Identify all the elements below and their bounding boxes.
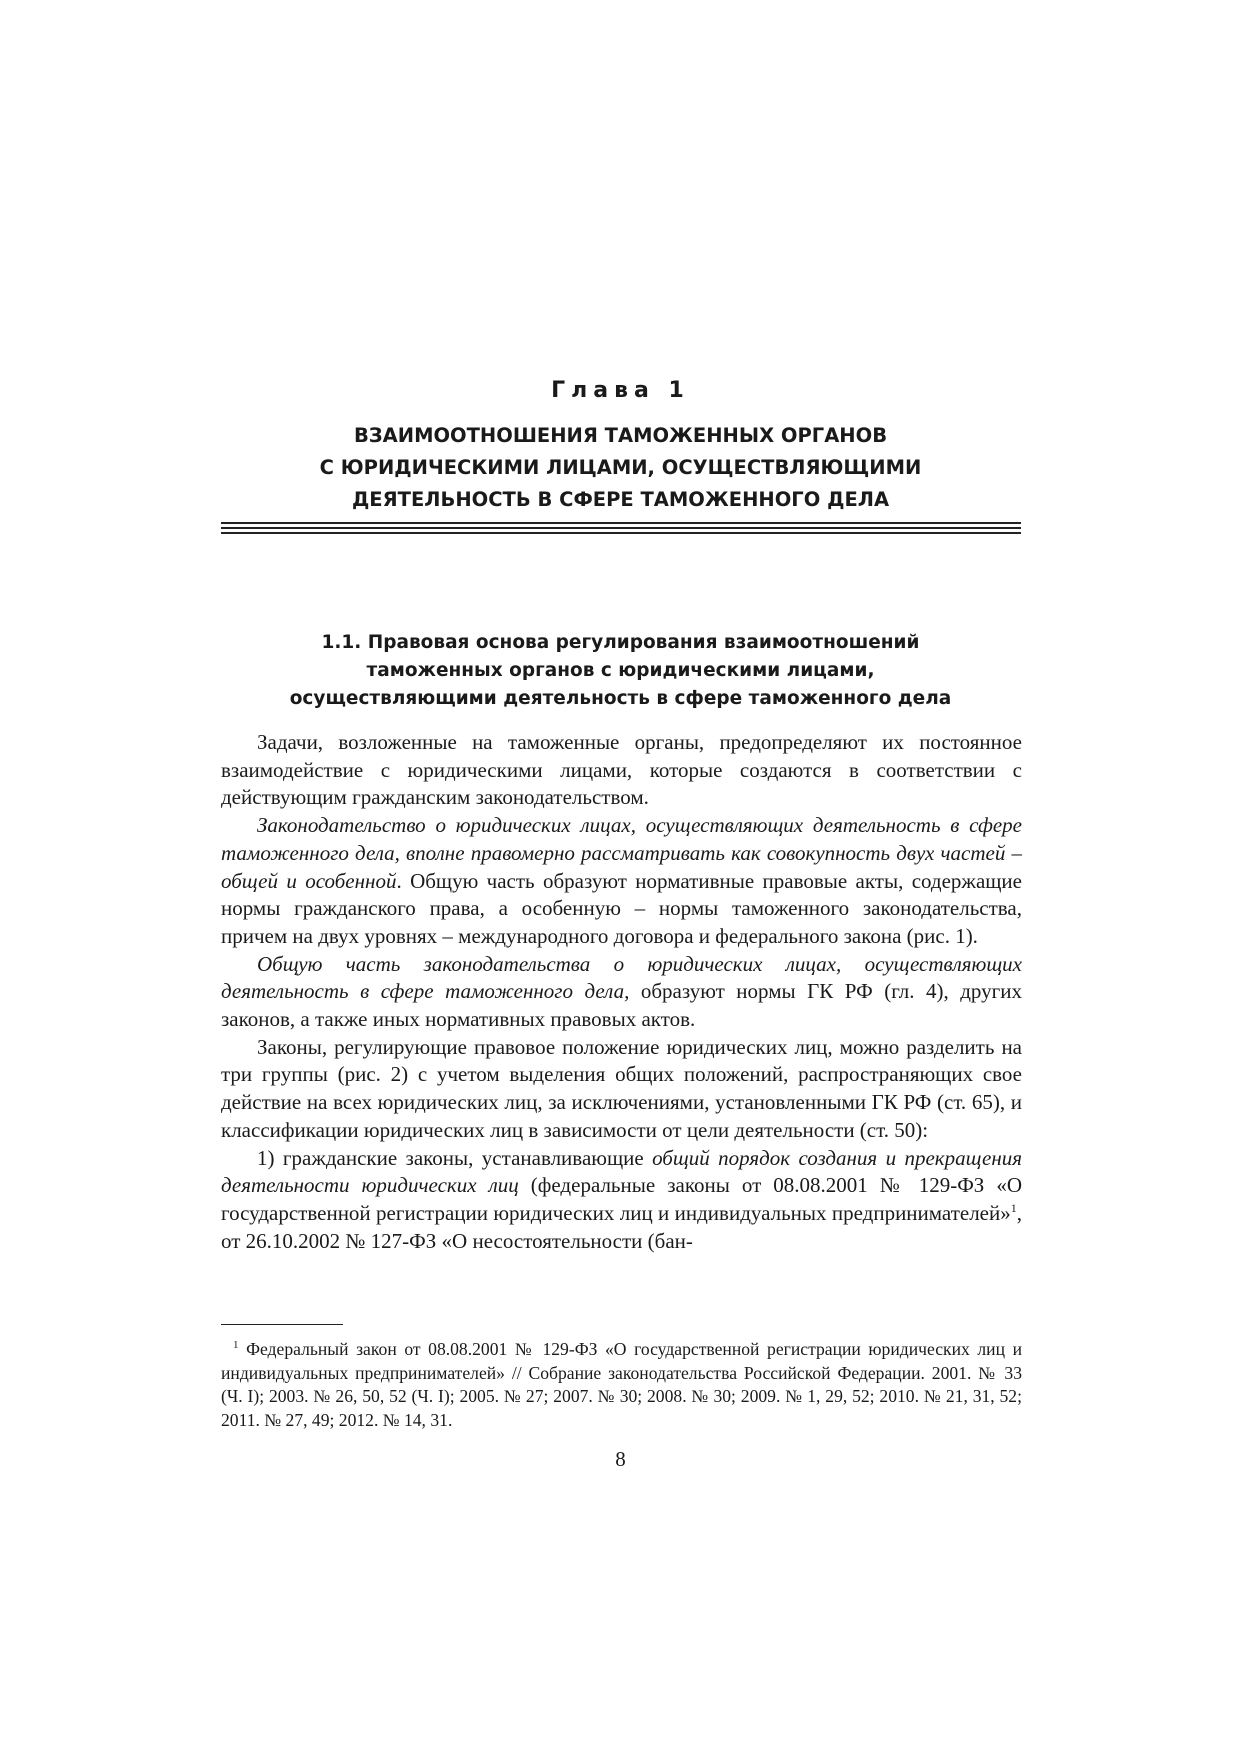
chapter-divider-rule: [221, 527, 1021, 529]
chapter-title: [220, 420, 1021, 516]
italic-term: общий порядок создания и прекращения деятельности юридических лиц: [221, 1145, 1022, 1198]
section-title-line: таможенных органов с юридическими лицами,: [366, 660, 875, 681]
section-title: [240, 629, 1001, 713]
page-number: 8: [615, 1447, 626, 1471]
chapter-title-line: ВЗАИМООТНОШЕНИЯ ТАМОЖЕННЫХ ОРГАНОВ: [353, 424, 888, 447]
section-title-line: осуществляющими деятельность в сфере таможенного дела: [289, 688, 952, 709]
chapter-divider-rule: [221, 532, 1021, 534]
italic-term: Общую часть законодательства о юридических лицах, осуществляющих деятельность в сфере таможенного дела,: [221, 951, 1022, 1004]
chapter-title-line: ДЕЯТЕЛЬНОСТЬ В СФЕРЕ ТАМОЖЕННОГО ДЕЛА: [351, 488, 890, 511]
footnote-reference[interactable]: 1: [1010, 1200, 1017, 1215]
paragraph: 1) гражданские законы, устанавливающие общий порядок создания и прекращения деятельности юридических лиц (федеральные законы от 08.08.2001 № 129-ФЗ «О государственной регистрации юридических лиц и индивидуальных предпринимателей»$^1$, от 26.10.2002 № 127-ФЗ «О несостоятельности (бан-: [221, 1145, 1023, 1253]
section-title-line: 1.1. Правовая основа регулирования взаимоотношений: [321, 632, 920, 653]
chapter-title-line: С ЮРИДИЧЕСКИМИ ЛИЦАМИ, ОСУЩЕСТВЛЯЮЩИМИ: [319, 456, 922, 479]
paragraph: Законодательство о юридических лицах, осуществляющих деятельность в сфере таможенного дела, вполне правомерно рассматривать как совокупность двух частей – общей и особенной. Общую часть образуют нормативные правовые акты, содержащие нормы гражданского права, а особенную – нормы таможенного законодательства, причем на двух уровнях – международного договора и федерального закона (рис. 1).: [221, 813, 1022, 948]
paragraph: Законы, регулирующие правовое положение юридических лиц, можно разделить на три группы (рис. 2) с учетом выделения общих положений, распространяющих свое действие на всех юридических лиц, за исключениями, установленными ГК РФ (ст. 65), и классификации юридических лиц в зависимости от цели деятельности (ст. 50):: [221, 1034, 1022, 1142]
chapter-divider-rule: [221, 522, 1021, 524]
footnote-text: Федеральный закон от 08.08.2001 № 129-ФЗ «О государственной регистрации юридических лиц и индивидуальных предпринимателей» // Собрание законодательства Российской Федерации. 2001. № 33 (Ч. I); 2003. № 26, 50, 52 (Ч. I); 2005. № 27; 2007. № 30; 2008. № 30; 2009. № 1, 29, 52; 2010. № 21, 31, 52; 2011. № 27, 49; 2012. № 14, 31.: [221, 1339, 1022, 1430]
paragraph: Задачи, возложенные на таможенные органы, предопределяют их постоянное взаимодействие с юридическими лицами, которые создаются в соответствии с действующим гражданским законодательством.: [221, 730, 1022, 810]
italic-term: Законодательство о юридических лицах, осуществляющих деятельность в сфере таможенного дела, вполне правомерно рассматривать как совокупность двух частей – общей и особенной: [221, 813, 1022, 893]
chapter-label: Глава 1: [551, 378, 690, 403]
footnote-separator: [221, 1324, 343, 1325]
footnote: [221, 1338, 1022, 1432]
paragraph: Общую часть законодательства о юридических лицах, осуществляющих деятельность в сфере таможенного дела, образуют нормы ГК РФ (гл. 4), других законов, а также иных нормативных правовых актов.: [221, 951, 1022, 1032]
body-text: [221, 729, 1022, 1255]
footnote-marker: 1: [233, 1339, 239, 1352]
